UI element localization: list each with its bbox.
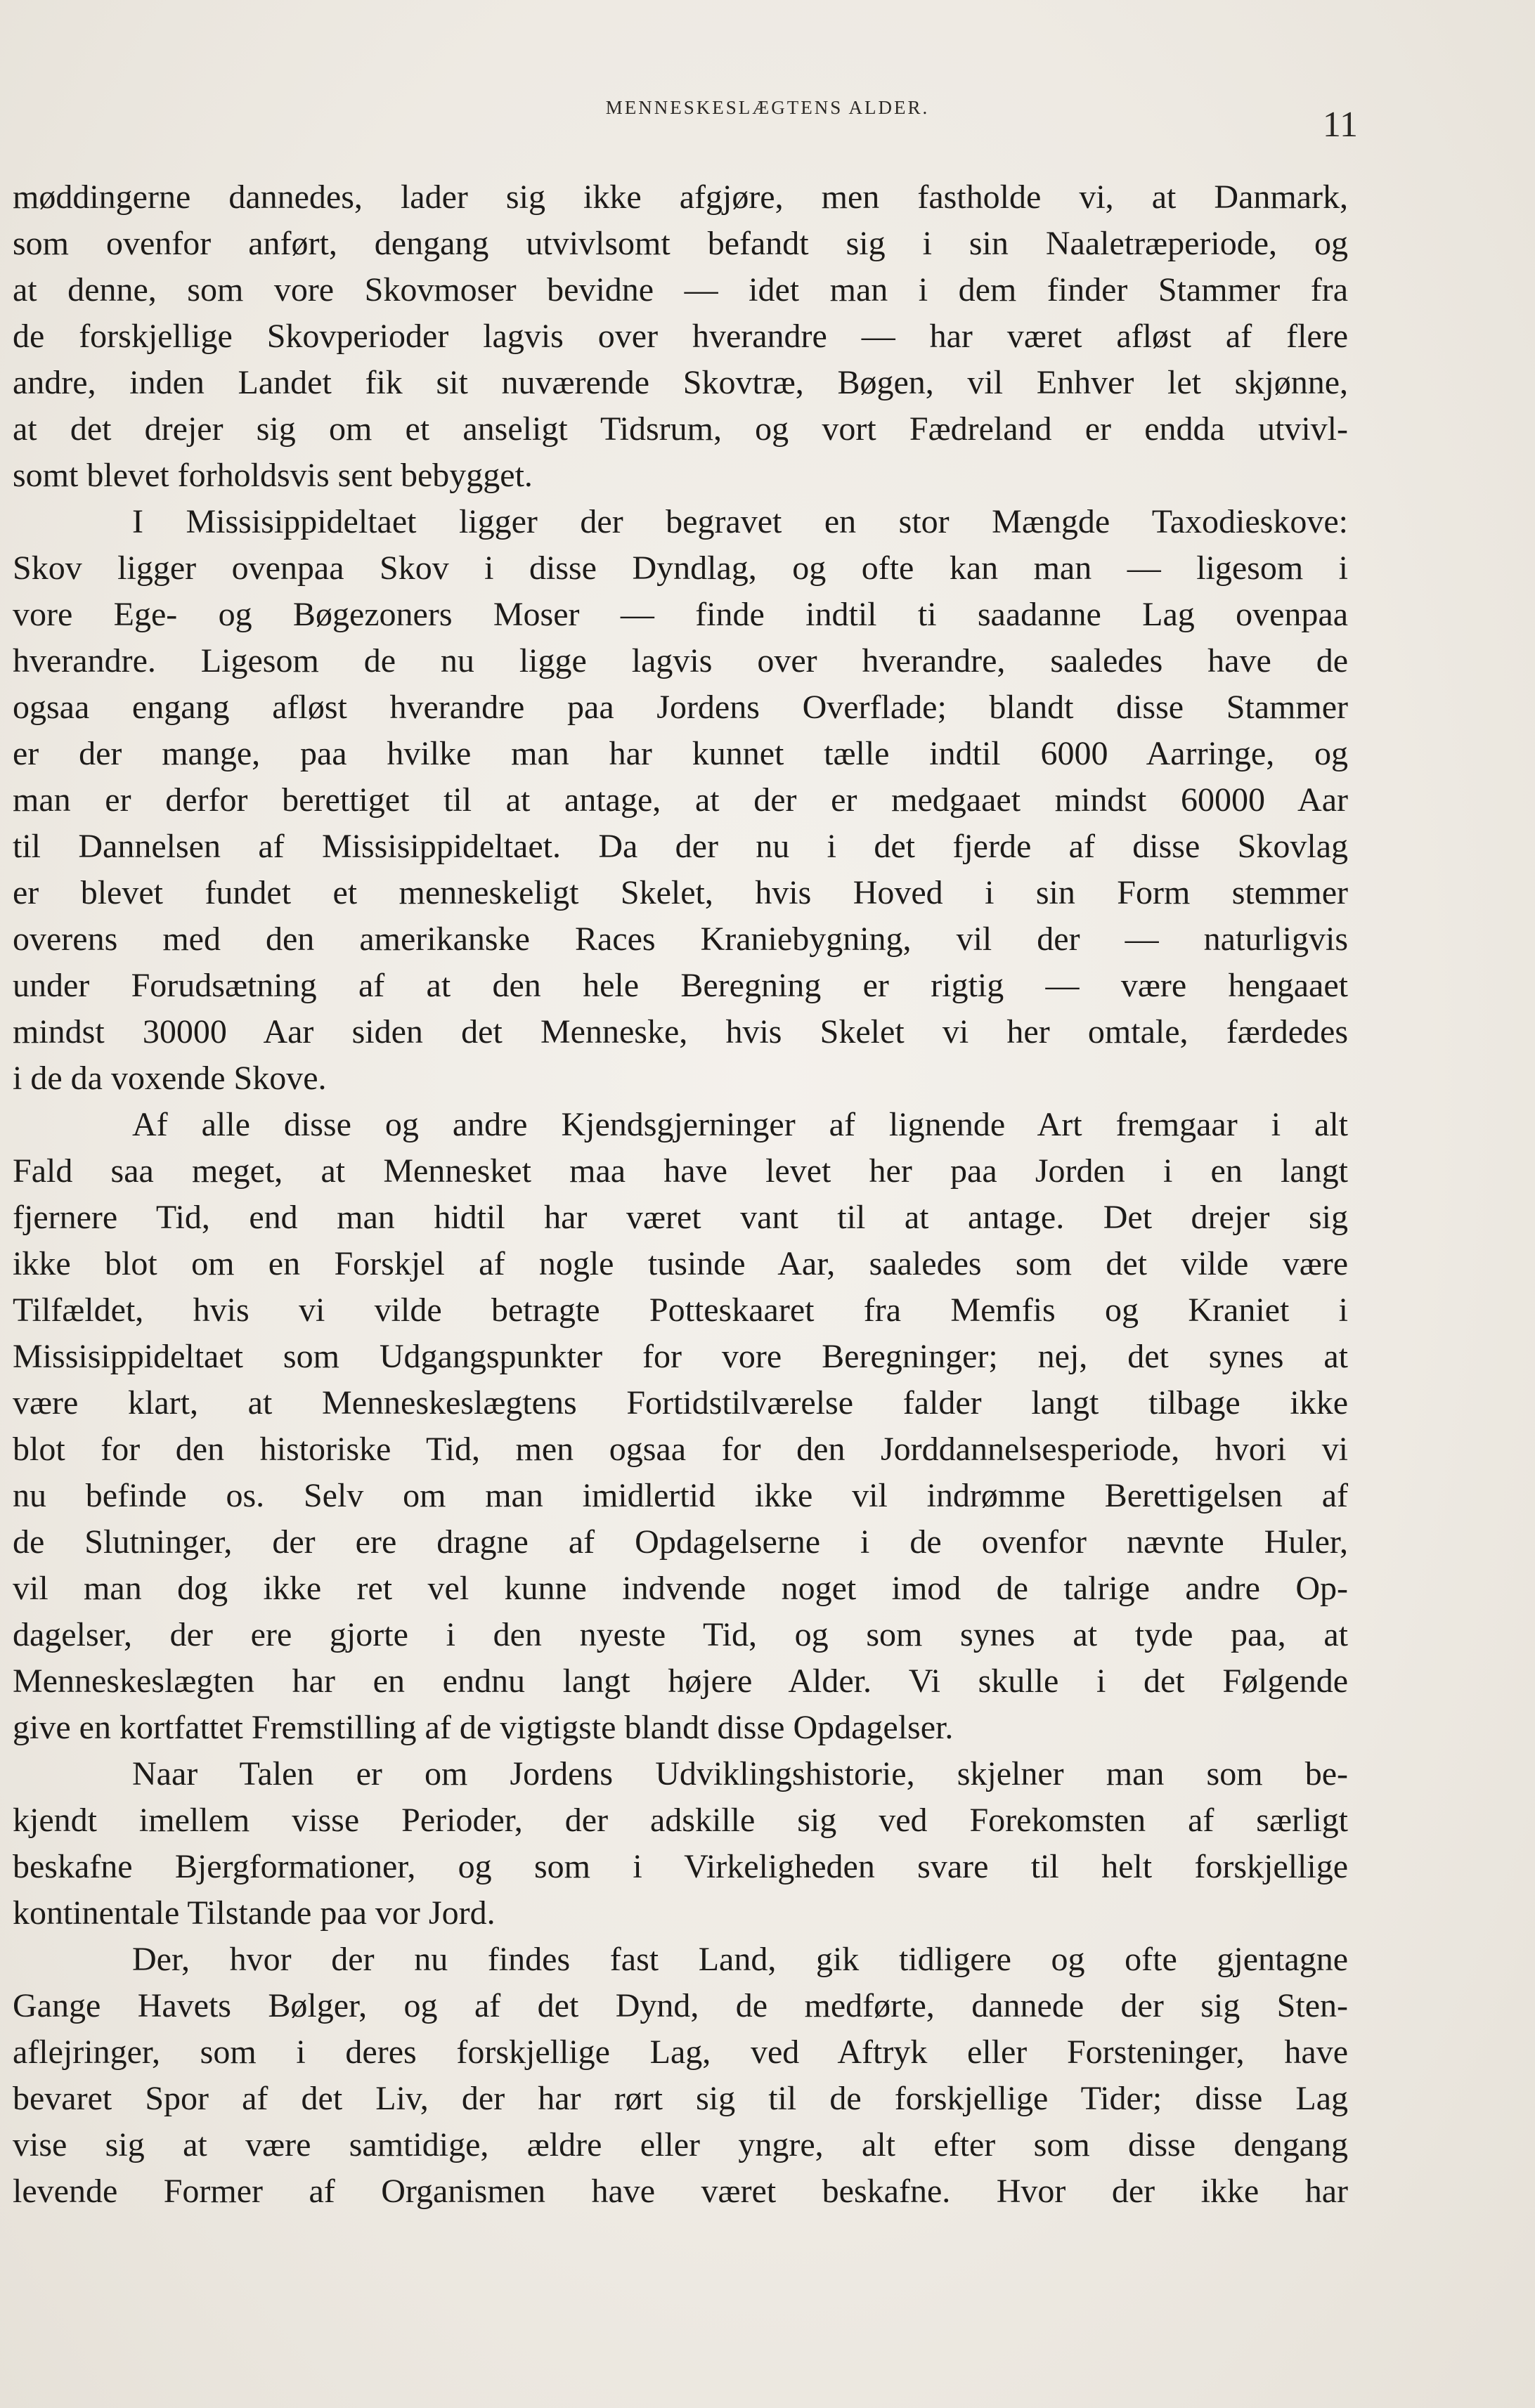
- text-line: til Dannelsen af Missisippideltaet. Da der nu i det fjerde af disse Skovlag: [13, 828, 1348, 865]
- text-line: beskafne Bjergformationer, og som i Virkeligheden svare til helt forskjellige: [13, 1848, 1348, 1885]
- text-line: fjernere Tid, end man hidtil har været vant til at antage. Det drejer sig: [13, 1199, 1348, 1236]
- text-line: somt blevet forholdsvis sent bebygget.: [13, 457, 533, 494]
- text-line: Tilfældet, hvis vi vilde betragte Potteskaaret fra Memfis og Kraniet i: [13, 1291, 1348, 1329]
- text-line: som ovenfor anført, dengang utvivlsomt befandt sig i sin Naaletræperiode, og: [13, 225, 1348, 262]
- page-number: 11: [1322, 105, 1358, 145]
- text-line: ikke blot om en Forskjel af nogle tusinde Aar, saaledes som det vilde være: [13, 1245, 1348, 1282]
- text-line: under Forudsætning af at den hele Beregning er rigtig — være hengaaet: [13, 967, 1348, 1004]
- text-line: kontinentale Tilstande paa vor Jord.: [13, 1894, 496, 1932]
- text-line: Af alle disse og andre Kjendsgjerninger af lignende Art fremgaar i alt: [132, 1106, 1348, 1143]
- text-line: være klart, at Menneskeslægtens Fortidstilværelse falder langt tilbage ikke: [13, 1384, 1348, 1421]
- text-line: Skov ligger ovenpaa Skov i disse Dyndlag, og ofte kan man — ligesom i: [13, 549, 1348, 587]
- text-line: nu befinde os. Selv om man imidlertid ikke vil indrømme Berettigelsen af: [13, 1477, 1348, 1514]
- text-line: andre, inden Landet fik sit nuværende Skovtræ, Bøgen, vil Enhver let skjønne,: [13, 364, 1348, 401]
- text-line: Menneskeslægten har en endnu langt højere Alder. Vi skulle i det Følgende: [13, 1662, 1348, 1700]
- text-line: kjendt imellem visse Perioder, der adskille sig ved Forekomsten af særligt: [13, 1802, 1348, 1839]
- text-line: de Slutninger, der ere dragne af Opdagelserne i de ovenfor nævnte Huler,: [13, 1523, 1348, 1561]
- text-line: blot for den historiske Tid, men ogsaa for den Jorddannelsesperiode, hvori vi: [13, 1431, 1348, 1468]
- text-line: aflejringer, som i deres forskjellige Lag, ved Aftryk eller Forsteninger, have: [13, 2033, 1348, 2071]
- text-line: Fald saa meget, at Mennesket maa have levet her paa Jorden i en langt: [13, 1152, 1348, 1190]
- text-line: ogsaa engang afløst hverandre paa Jordens Overflade; blandt disse Stammer: [13, 689, 1348, 726]
- text-line: levende Former af Organismen have været beskafne. Hvor der ikke har: [13, 2173, 1348, 2210]
- text-line: Gange Havets Bølger, og af det Dynd, de medførte, dannede der sig Sten-: [13, 1987, 1348, 2024]
- text-line: Der, hvor der nu findes fast Land, gik tidligere og ofte gjentagne: [132, 1941, 1348, 1978]
- text-line: Naar Talen er om Jordens Udviklingshistorie, skjelner man som be-: [132, 1755, 1348, 1792]
- text-line: give en kortfattet Fremstilling af de vigtigste blandt disse Opdagelser.: [13, 1709, 954, 1746]
- body-text: [13, 174, 1348, 2215]
- text-line: møddingerne dannedes, lader sig ikke afgjøre, men fastholde vi, at Danmark,: [13, 178, 1348, 216]
- running-title: MENNESKESLÆGTENS ALDER.: [605, 97, 930, 118]
- text-line: Missisippideltaet som Udgangspunkter for vore Beregninger; nej, det synes at: [13, 1338, 1348, 1375]
- text-line: de forskjellige Skovperioder lagvis over hverandre — har været afløst af flere: [13, 318, 1348, 355]
- text-line: vore Ege- og Bøgezoners Moser — finde indtil ti saadanne Lag ovenpaa: [13, 596, 1348, 633]
- text-line: vil man dog ikke ret vel kunne indvende noget imod de talrige andre Op-: [13, 1570, 1348, 1607]
- text-line: at denne, som vore Skovmoser bevidne — idet man i dem finder Stammer fra: [13, 271, 1348, 308]
- text-line: overens med den amerikanske Races Kraniebygning, vil der — naturligvis: [13, 920, 1348, 958]
- text-line: mindst 30000 Aar siden det Menneske, hvis Skelet vi her omtale, færdedes: [13, 1013, 1348, 1050]
- text-line: man er derfor berettiget til at antage, at der er medgaaet mindst 60000 Aar: [13, 781, 1348, 819]
- text-line: i de da voxende Skove.: [13, 1060, 327, 1097]
- text-line: er der mange, paa hvilke man har kunnet tælle indtil 6000 Aarringe, og: [13, 735, 1348, 772]
- text-line: er blevet fundet et menneskeligt Skelet, hvis Hoved i sin Form stemmer: [13, 874, 1348, 911]
- text-line: at det drejer sig om et anseligt Tidsrum, og vort Fædreland er endda utvivl-: [13, 410, 1348, 448]
- text-line: bevaret Spor af det Liv, der har rørt sig til de forskjellige Tider; disse Lag: [13, 2080, 1348, 2117]
- text-line: hverandre. Ligesom de nu ligge lagvis over hverandre, saaledes have de: [13, 642, 1348, 679]
- text-line: I Missisippideltaet ligger der begravet en stor Mængde Taxodieskove:: [132, 503, 1348, 540]
- text-line: dagelser, der ere gjorte i den nyeste Tid, og som synes at tyde paa, at: [13, 1616, 1348, 1653]
- text-line: vise sig at være samtidige, ældre eller yngre, alt efter som disse dengang: [13, 2126, 1348, 2163]
